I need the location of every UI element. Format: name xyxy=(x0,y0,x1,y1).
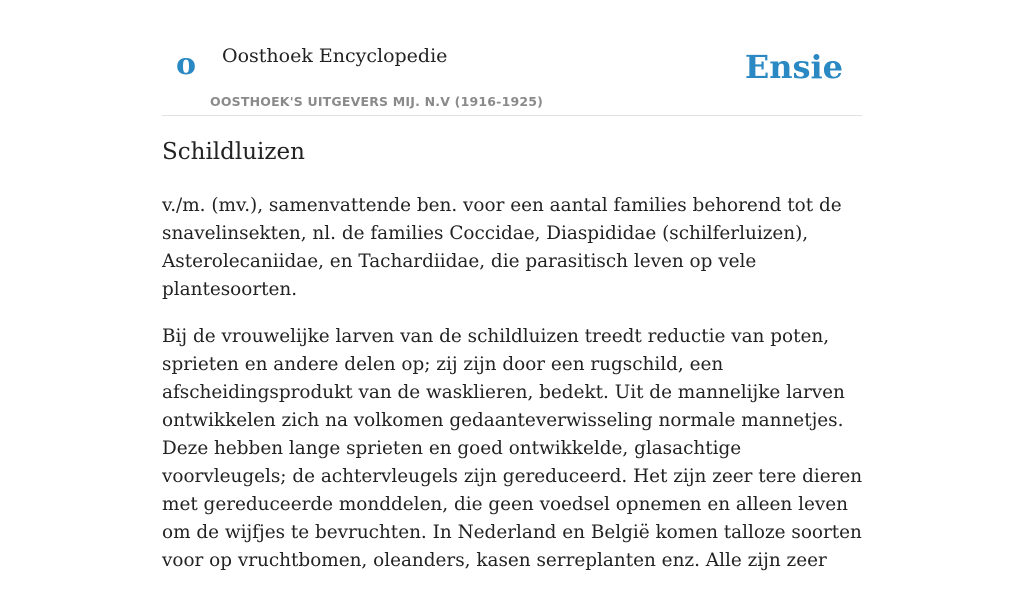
article-body xyxy=(162,192,867,594)
article-paragraph: Bij de vrouwelijke larven van de schildluizen treedt reductie van poten, sprieten en andere delen op; zij zijn door een rugschild, een afscheidingsprodukt van de wasklieren, bedekt. Uit de mannelijke larven ontwikkelen zich na volkomen gedaanteverwisseling normale mannetjes. Deze hebben lange sprieten en goed ontwikkelde, glasachtige voorvleugels; de achtervleugels zijn gereduceerd. Het zijn zeer tere dieren met gereduceerde monddelen, die geen voedsel opnemen en alleen leven om de wijfjes te bevruchten. In Nederland en België komen talloze soorten voor op vruchtbomen, oleanders, kasen serreplanten enz. Alle zijn zeer xyxy=(162,326,863,571)
brand-logo-link[interactable]: Ensie xyxy=(744,48,843,86)
publication-logo-icon[interactable]: o xyxy=(176,47,197,82)
publication-title[interactable]: Oosthoek Encyclopedie xyxy=(222,45,448,67)
article-title: Schildluizen xyxy=(162,139,305,165)
article-paragraph: v./m. (mv.), samenvattende ben. voor een aantal families behorend tot de snavelinsekten, nl. de families Coccidae, Diaspididae (schilferluizen), Asterolecaniidae, en Tachardiidae, die parasitisch leven op vele plantesoorten. xyxy=(162,195,842,300)
publication-subtitle: OOSTHOEK'S UITGEVERS MIJ. N.V (1916-1925) xyxy=(210,94,544,109)
page-container xyxy=(162,0,863,571)
site-header xyxy=(162,0,862,116)
